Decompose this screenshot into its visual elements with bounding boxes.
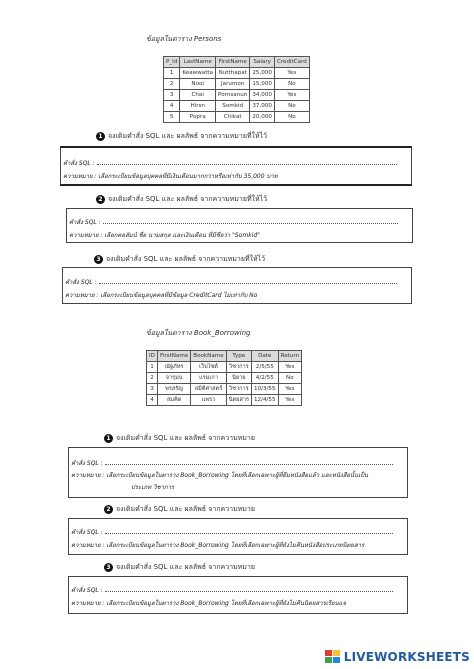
table-cell: Yes (274, 90, 309, 101)
table-cell: Yes (278, 395, 302, 406)
meaning-text-b3: เลือกระเบียนข้อมูลในตาราง Book_Borrowing โดยที่เลือกเฉพาะผู้ที่ยังไม่คืนนิตยสารเรียนแจ (106, 600, 347, 607)
table-cell: Popra (180, 112, 216, 123)
meaning-label: ความหมาย : (71, 472, 105, 479)
column-header: Salary (250, 57, 275, 68)
question-prompt: จงเติมคำสั่ง SQL และ ผลลัพธ์ จากความหมายที่ให้ไว้ (108, 195, 268, 203)
table-cell: No (274, 112, 309, 123)
table-row (164, 79, 310, 90)
table-cell: สมิติศาสตร์ (191, 384, 226, 395)
table-cell: No (274, 101, 309, 112)
number-badge: 3 (104, 563, 113, 572)
sql-label: คำสั่ง SQL : (71, 587, 103, 594)
column-header: P_Id (164, 57, 180, 68)
meaning-text-2: เลือกคอลัมน์ ชื่อ นามสกุล และเงินเดือน ที่มีชื่อว่า "Somkid" (104, 232, 260, 239)
table-cell: สมคิด (157, 395, 190, 406)
liveworksheets-mark-icon (325, 650, 341, 664)
column-header: BookName (191, 351, 226, 362)
column-header: CreditCard (274, 57, 309, 68)
answer-box-b1 (68, 447, 408, 498)
sql-label: คำสั่ง SQL : (69, 219, 101, 226)
question-1-heading (96, 131, 267, 142)
meaning-text-b1: เลือกระเบียนข้อมูลในตาราง Book_Borrowing โดยที่เลือกเฉพาะผู้ที่ยืมหนังสือแล้ว และหนังสือนั้นเป็น (106, 472, 369, 479)
persons-table (163, 56, 310, 123)
meaning-text-b2: เลือกระเบียนข้อมูลในตาราง Book_Borrowing โดยที่เลือกเฉพาะผู้ที่ยังไม่คืนหนังสือประเภทนิตยสาร (106, 542, 365, 549)
table-cell: No (274, 79, 309, 90)
table-cell: 1 (147, 362, 158, 373)
table-cell: 12/4/55 (251, 395, 278, 406)
table-row (147, 384, 302, 395)
table-cell: 2/5/55 (251, 362, 278, 373)
table-cell: Hirsn (180, 101, 216, 112)
meaning-label: ความหมาย : (71, 600, 105, 607)
borrowing-caption: ข้อมูลในตาราง Book_Borrowing (146, 329, 251, 337)
table-row (147, 395, 302, 406)
answer-box-2 (66, 208, 413, 243)
table-row (164, 68, 310, 79)
table-cell: Yes (274, 68, 309, 79)
header-row (164, 57, 310, 68)
question-prompt: จงเติมคำสั่ง SQL และ ผลลัพธ์ จากความหมายที่ให้ไว้ (106, 255, 266, 263)
question-prompt: จงเติมคำสั่ง SQL และ ผลลัพธ์ จากความหมาย (116, 563, 255, 571)
borrowing-table (146, 350, 302, 406)
table-row (164, 112, 310, 123)
question-b2-heading (104, 504, 255, 515)
column-header: Type (226, 351, 251, 362)
table-cell: 10/3/55 (251, 384, 278, 395)
table-cell: 20,000 (250, 112, 275, 123)
meaning-label: ความหมาย : (71, 542, 105, 549)
meaning-text-b1-cont: ประเภท วิชาการ (131, 484, 175, 491)
table-cell: 4/2/55 (251, 373, 278, 384)
table-cell: Somkid (216, 101, 250, 112)
answer-box-b2 (68, 518, 408, 555)
table-row (164, 90, 310, 101)
question-3-heading (94, 254, 265, 265)
column-header: Date (251, 351, 278, 362)
number-badge: 1 (104, 434, 113, 443)
sql-answer-field-b2[interactable] (105, 527, 393, 534)
sql-answer-field-1[interactable] (97, 158, 397, 165)
table-cell: 4 (164, 101, 180, 112)
number-badge: 2 (104, 505, 113, 514)
logo-square (333, 650, 340, 656)
table-cell: Yes (278, 384, 302, 395)
number-badge: 2 (96, 195, 105, 204)
column-header: LastName (180, 57, 216, 68)
meaning-label: ความหมาย : (69, 232, 103, 239)
table-cell: 4 (147, 395, 158, 406)
table-cell: Yes (278, 362, 302, 373)
table-cell: เว็บไซต์ (191, 362, 226, 373)
table-row (164, 101, 310, 112)
sql-answer-field-b3[interactable] (105, 585, 393, 592)
number-badge: 3 (94, 255, 103, 264)
answer-box-b3 (68, 576, 408, 614)
table-cell: Chai (180, 90, 216, 101)
table-cell: นิยาย (226, 373, 251, 384)
column-header: Return (278, 351, 302, 362)
column-header: FirstName (216, 57, 250, 68)
question-prompt: จงเติมคำสั่ง SQL และ ผลลัพธ์ จากความหมายที่ให้ไว้ (108, 132, 268, 140)
question-b1-heading (104, 433, 255, 444)
question-prompt: จงเติมคำสั่ง SQL และ ผลลัพธ์ จากความหมาย (116, 505, 255, 513)
question-prompt: จงเติมคำสั่ง SQL และ ผลลัพธ์ จากความหมาย (116, 434, 255, 442)
table-cell: 1 (164, 68, 180, 79)
sql-label: คำสั่ง SQL : (65, 279, 97, 286)
meaning-label: ความหมาย : (63, 173, 97, 180)
table-cell: แพรว (191, 395, 226, 406)
table-cell: Nooi (180, 79, 216, 90)
meaning-text-3: เลือกระเบียนข้อมูลบุคคลที่มีข้อมูล CreditCard ไม่เท่ากับ No (100, 292, 258, 299)
question-2-heading (96, 194, 267, 205)
persons-caption: ข้อมูลในตาราง Persons (146, 35, 222, 43)
meaning-label: ความหมาย : (65, 292, 99, 299)
table-cell: Jarumon (216, 79, 250, 90)
table-cell: 37,000 (250, 101, 275, 112)
table-cell: 5 (164, 112, 180, 123)
logo-square (325, 650, 332, 656)
table-cell: Pornsanun (216, 90, 250, 101)
sql-answer-field-2[interactable] (103, 217, 398, 224)
table-cell: นิตยสาร (226, 395, 251, 406)
table-cell: วิชาการ (226, 384, 251, 395)
question-b3-heading (104, 562, 255, 573)
table-row (147, 362, 302, 373)
header-row (147, 351, 302, 362)
sql-label: คำสั่ง SQL : (71, 460, 103, 467)
table-cell: 15,000 (250, 79, 275, 90)
logo-square (325, 657, 332, 663)
table-cell: Nutthapat (216, 68, 250, 79)
sql-label: คำสั่ง SQL : (63, 160, 95, 167)
number-badge: 1 (96, 132, 105, 141)
table-cell: จารุมน (157, 373, 190, 384)
table-cell: 3 (164, 90, 180, 101)
answer-box-1 (60, 146, 412, 186)
table-cell: พรสรัญ (157, 384, 190, 395)
logo-square (333, 657, 340, 663)
sql-answer-field-b1[interactable] (105, 458, 393, 465)
sql-label: คำสั่ง SQL : (71, 529, 103, 536)
table-cell: ณัฐภัทร (157, 362, 190, 373)
meaning-text-1: เลือกระเบียนข้อมูลบุคคลที่มีเงินเดือนมากกว่าหรือเท่ากับ 35,000 บาท (98, 173, 278, 180)
table-cell: 2 (164, 79, 180, 90)
table-cell: วิชาการ (226, 362, 251, 373)
table-cell: No (278, 373, 302, 384)
table-row (147, 373, 302, 384)
column-header: FirstName (157, 351, 190, 362)
table-cell: 34,000 (250, 90, 275, 101)
liveworksheets-wordmark: LIVEWORKSHEETS (343, 650, 470, 664)
table-cell: 25,000 (250, 68, 275, 79)
answer-box-3 (62, 267, 412, 304)
table-cell: 3 (147, 384, 158, 395)
table-cell: 2 (147, 373, 158, 384)
table-cell: Keawwatta (180, 68, 216, 79)
liveworksheets-logo[interactable] (325, 649, 470, 665)
table-cell: แรมเกา (191, 373, 226, 384)
table-cell: Chikat (216, 112, 250, 123)
sql-answer-field-3[interactable] (99, 277, 397, 284)
column-header: ID (147, 351, 158, 362)
